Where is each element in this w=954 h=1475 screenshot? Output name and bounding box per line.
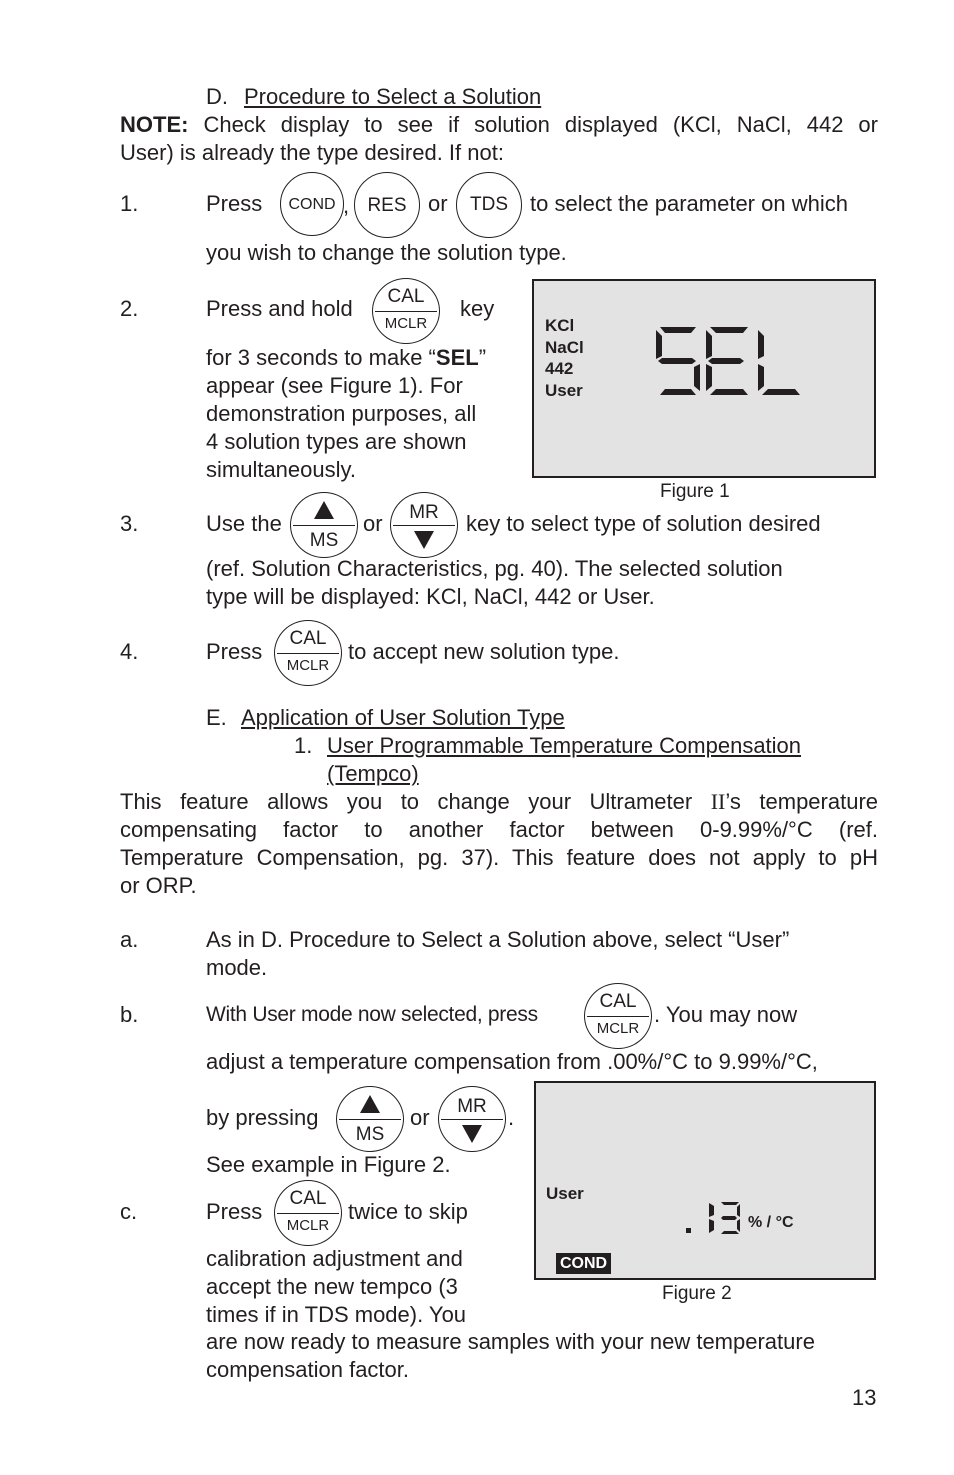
step-2-press-hold: Press and hold — [206, 296, 353, 321]
cond-key-label: COND — [288, 196, 336, 213]
section-e-title: Application of User Solution Type — [241, 705, 565, 730]
mclr-label: MCLR — [384, 315, 428, 332]
step-2-line-2: appear (see Figure 1). For — [206, 373, 463, 398]
step-4-number: 4. — [120, 639, 139, 664]
step-b-by-pressing: by pressing — [206, 1105, 319, 1130]
key-divider — [339, 1119, 401, 1120]
step-c-line-5: are now ready to measure samples with your new temperature — [206, 1329, 815, 1354]
subsection-number: 1. — [294, 733, 313, 758]
res-key — [354, 172, 420, 238]
cal-mclr-key — [274, 620, 342, 686]
step-c-rest: twice to skip — [348, 1199, 468, 1224]
ms-label: MS — [309, 530, 339, 551]
step-3-or: or — [363, 511, 383, 536]
step-b-or: or — [410, 1105, 430, 1130]
lcd-solution-user: User — [545, 381, 583, 400]
step-2-key: key — [460, 296, 495, 321]
step-4-rest: to accept new solution type. — [348, 639, 620, 664]
step-2-line-4: 4 solution types are shown — [206, 429, 467, 454]
step-c-line-4: times if in TDS mode). You — [206, 1302, 467, 1327]
up-arrow-icon — [360, 1095, 380, 1113]
cal-label: CAL — [289, 1188, 327, 1209]
step-1-press: Press — [206, 191, 263, 216]
step-b-line-1-end: . You may now — [654, 1002, 798, 1027]
page-number: 13 — [852, 1385, 877, 1410]
para-roman-ii: II — [710, 789, 726, 814]
step-1-number: 1. — [120, 191, 139, 216]
step-2-sel: SEL — [435, 345, 479, 370]
step-b-line-4: See example in Figure 2. — [206, 1152, 451, 1177]
step-b-line-2: adjust a temperature compensation from .00%/°C to 9.99%/°C, — [206, 1049, 818, 1074]
mr-down-key — [438, 1086, 506, 1152]
para-line-1 — [120, 788, 878, 816]
step-a-line-2: mode. — [206, 955, 268, 980]
lcd-solution-442: 442 — [545, 359, 574, 378]
step-1-rest: to select the parameter on which — [530, 191, 848, 216]
section-e-letter: E. — [206, 705, 227, 730]
step-4-press: Press — [206, 639, 263, 664]
cond-badge: COND — [556, 1253, 611, 1274]
tds-key-label: TDS — [470, 194, 508, 215]
lcd-solution-kcl: KCl — [545, 316, 575, 335]
cal-label: CAL — [387, 286, 425, 307]
step-2-number: 2. — [120, 296, 139, 321]
tds-key — [456, 172, 522, 238]
step-c-line-3: accept the new tempco (3 — [206, 1274, 458, 1299]
step-3-number: 3. — [120, 511, 139, 536]
key-divider — [293, 525, 355, 526]
down-arrow-icon — [414, 531, 434, 549]
down-arrow-icon — [462, 1125, 482, 1143]
mclr-label: MCLR — [596, 1020, 640, 1037]
lcd-unit: % / °C — [748, 1214, 794, 1231]
up-arrow-icon — [314, 501, 334, 519]
step-c-line-2: calibration adjustment and — [206, 1246, 463, 1271]
key-divider — [277, 653, 339, 654]
lcd-solution-nacl: NaCl — [545, 338, 584, 357]
note-text: Check display to see if solution displayed (KCl, NaCl, 442 or — [188, 112, 878, 137]
key-divider — [375, 311, 437, 312]
key-divider — [587, 1016, 649, 1017]
note-line-1 — [120, 111, 878, 139]
step-c-number: c. — [120, 1199, 138, 1224]
res-key-label: RES — [367, 195, 407, 216]
lcd-mode-user: User — [546, 1184, 584, 1203]
section-d-letter: D. — [206, 84, 228, 109]
seven-segment-value — [684, 1201, 744, 1235]
step-3-rest: key to select type of solution desired — [466, 511, 821, 536]
step-3-line-2: (ref. Solution Characteristics, pg. 40). The selected solution — [206, 556, 783, 581]
para-line-4: or ORP. — [120, 873, 197, 898]
step-2-line-5: simultaneously. — [206, 457, 356, 482]
cal-mclr-key — [274, 1180, 342, 1246]
step-3-use: Use the — [206, 511, 282, 536]
ms-up-key — [290, 492, 358, 558]
para-line-3: Temperature Compensation, pg. 37). This feature does not apply to pH — [120, 845, 878, 870]
figure-1-display — [532, 279, 876, 478]
para-line-2: compensating factor to another factor between 0-9.99%/°C (ref. — [120, 817, 878, 842]
step-2-line-1 — [206, 344, 486, 372]
step-1-comma: , — [343, 193, 350, 218]
step-2-text-a: for 3 seconds to make “ — [206, 345, 436, 370]
mr-label: MR — [409, 502, 439, 523]
subsection-title-2: (Tempco) — [327, 761, 419, 786]
ms-label: MS — [355, 1124, 385, 1145]
key-divider — [393, 525, 455, 526]
mr-down-key — [390, 492, 458, 558]
step-a-line-1: As in D. Procedure to Select a Solution above, select “User” — [206, 927, 790, 952]
cal-mclr-key — [372, 278, 440, 344]
figure-2-display — [534, 1081, 876, 1280]
cond-key — [280, 172, 344, 236]
cal-label: CAL — [289, 628, 327, 649]
para-text-a: This feature allows you to change your Ultrameter — [120, 789, 711, 814]
step-2-line-3: demonstration purposes, all — [206, 401, 477, 426]
mr-label: MR — [457, 1096, 487, 1117]
step-3-line-3: type will be displayed: KCl, NaCl, 442 or User. — [206, 584, 655, 609]
seven-segment-sel — [654, 325, 806, 397]
note-line-2: User) is already the type desired. If not: — [120, 140, 504, 165]
step-1-line-2: you wish to change the solution type. — [206, 240, 567, 265]
mclr-label: MCLR — [286, 657, 330, 674]
key-divider — [441, 1119, 503, 1120]
step-b-line-1: With User mode now selected, press — [206, 1003, 538, 1026]
step-c-press: Press — [206, 1199, 263, 1224]
key-divider — [277, 1213, 339, 1214]
figure-2-caption: Figure 2 — [662, 1283, 732, 1304]
subsection-title-1: User Programmable Temperature Compensation — [327, 733, 802, 758]
para-text-c: ’s temperature — [725, 789, 879, 814]
section-d-title: Procedure to Select a Solution — [244, 84, 542, 109]
step-1-or: or — [428, 191, 448, 216]
step-a-number: a. — [120, 927, 139, 952]
step-2-text-c: ” — [478, 345, 487, 370]
ms-up-key — [336, 1086, 404, 1152]
step-b-period: . — [508, 1105, 515, 1130]
step-c-line-6: compensation factor. — [206, 1357, 410, 1382]
cal-label: CAL — [599, 991, 637, 1012]
mclr-label: MCLR — [286, 1217, 330, 1234]
step-b-number: b. — [120, 1002, 139, 1027]
cal-mclr-key — [584, 983, 652, 1049]
figure-1-caption: Figure 1 — [660, 481, 730, 502]
note-label: NOTE: — [120, 112, 189, 137]
